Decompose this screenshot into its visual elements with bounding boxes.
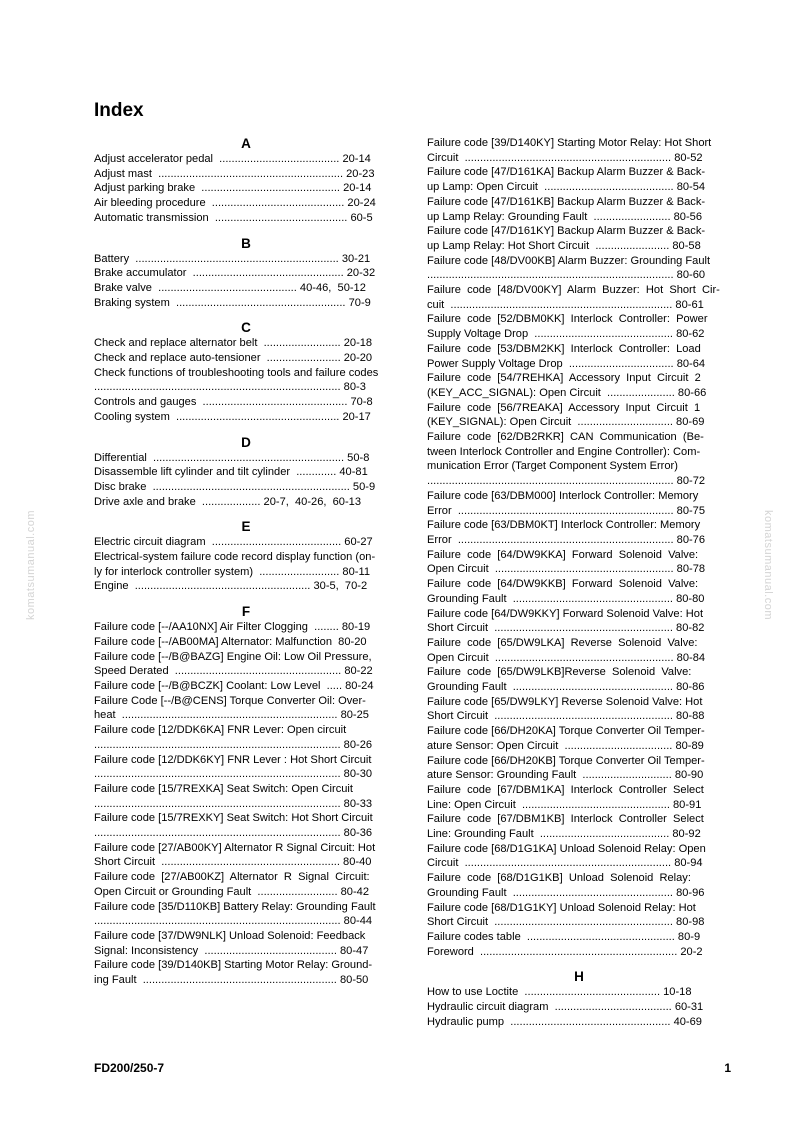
index-entry-line: ................................................................................ 80-26 bbox=[94, 738, 373, 751]
index-entry bbox=[427, 945, 731, 960]
index-entry-line: Hydraulic circuit diagram ...................................... 60-31 bbox=[427, 1001, 704, 1014]
index-entry-line: Failure code [--/AB00MA] Alternator: Malfunction 80-20 bbox=[94, 635, 367, 648]
index-entry-line: Failure code [64/DW9KKA] Forward Solenoid Valve: bbox=[427, 548, 699, 561]
index-entry-line: Failure code [12/DDK6KY] FNR Lever : Hot Short Circuit bbox=[94, 753, 372, 766]
index-entry bbox=[94, 196, 398, 211]
index-entry-line: Failure code [12/DDK6KA] FNR Lever: Open circuit bbox=[94, 724, 347, 737]
index-entry-line: (KEY_SIGNAL): Open Circuit ............................... 80-69 bbox=[427, 416, 705, 429]
index-entry-line: tween Interlock Controller and Engine Controller): Com- bbox=[427, 445, 701, 458]
index-entry bbox=[427, 312, 731, 341]
section-letter: D bbox=[241, 434, 251, 450]
section-letter: H bbox=[574, 969, 584, 985]
index-entry-line: Failure code [68/D1G1KY] Unload Solenoid Relay: Hot bbox=[427, 901, 696, 914]
index-entry bbox=[94, 535, 398, 550]
index-entry-line: Circuit ................................................................... 80-52 bbox=[427, 151, 703, 164]
index-entry bbox=[94, 167, 398, 182]
index-entry-line: up Lamp Relay: Hot Short Circuit ........................ 80-58 bbox=[427, 239, 701, 252]
index-entry-line: Failure code [67/DBM1KA] Interlock Controller Select bbox=[427, 783, 704, 796]
index-entry bbox=[94, 181, 398, 196]
index-entry bbox=[94, 465, 398, 480]
index-entry-line: Check and replace alternator belt ......................... 20-18 bbox=[94, 337, 373, 350]
index-entry bbox=[427, 754, 731, 783]
index-entry-line: ature Sensor: Open Circuit ................................... 80-89 bbox=[427, 739, 704, 752]
index-entry-line: Failure code [65/DW9LKA] Reverse Solenoid Valve: bbox=[427, 636, 698, 649]
index-entry-line: ................................................................................ 80-33 bbox=[94, 797, 373, 810]
index-entry bbox=[94, 495, 398, 510]
section-letter: C bbox=[241, 320, 251, 336]
index-entry bbox=[427, 695, 731, 724]
index-entry bbox=[427, 665, 731, 694]
index-entry-line: Failure code [62/DB2RKR] CAN Communication (Be- bbox=[427, 431, 704, 444]
index-entry bbox=[427, 548, 731, 577]
index-entry bbox=[94, 929, 398, 958]
index-entry bbox=[94, 451, 398, 466]
index-entry-line: Adjust parking brake ............................................. 20-14 bbox=[94, 182, 372, 195]
index-column-left bbox=[94, 136, 398, 988]
index-entry-line: Failure code [35/D110KB] Battery Relay: Grounding Fault bbox=[94, 900, 376, 913]
index-entry-line: Braking system ....................................................... 70-9 bbox=[94, 296, 371, 309]
index-entry bbox=[94, 723, 398, 752]
index-entry bbox=[427, 607, 731, 636]
index-entry bbox=[94, 694, 398, 723]
index-entry-line: Failure code [53/DBM2KK] Interlock Controller: Load bbox=[427, 342, 701, 355]
index-entry-line: Cooling system ..................................................... 20-17 bbox=[94, 410, 371, 423]
index-entry-line: ................................................................................ 80-44 bbox=[94, 915, 373, 928]
index-entry-line: Short Circuit .......................................................... 80-88 bbox=[427, 710, 705, 723]
index-entry-line: Power Supply Voltage Drop .................................. 80-64 bbox=[427, 357, 706, 370]
index-entry bbox=[94, 579, 398, 594]
index-entry-line: Open Circuit .......................................................... 80-78 bbox=[427, 563, 706, 576]
index-entry bbox=[427, 518, 731, 547]
index-entry bbox=[94, 811, 398, 840]
index-entry-line: Failure code [48/DV00KY] Alarm Buzzer: Hot Short Cir- bbox=[427, 284, 720, 297]
index-entry-line: heat ...................................................................... 80-25 bbox=[94, 709, 369, 722]
index-entry bbox=[94, 336, 398, 351]
index-entry-line: Error ...................................................................... 80-75 bbox=[427, 504, 706, 517]
index-entry-line: Disassemble lift cylinder and tilt cylinder ............. 40-81 bbox=[94, 466, 368, 479]
index-entry-line: Failure code [27/AB00KZ] Alternator R Signal Circuit: bbox=[94, 871, 370, 884]
index-entry bbox=[427, 371, 731, 400]
index-entry-line: Failure code [47/D161KY] Backup Alarm Buzzer & Back- bbox=[427, 225, 706, 238]
watermark-left: komatsumanual.com bbox=[25, 510, 37, 620]
section-gap bbox=[94, 594, 398, 604]
index-entry bbox=[427, 901, 731, 930]
index-entry bbox=[94, 679, 398, 694]
index-entry bbox=[94, 281, 398, 296]
index-entry-line: Failure code [39/D140KY] Starting Motor Relay: Hot Short bbox=[427, 137, 712, 149]
index-entry-line: Foreword ................................................................ 20-2 bbox=[427, 945, 703, 958]
index-entry-line: Failure codes table ................................................ 80-9 bbox=[427, 930, 701, 943]
section-letter: E bbox=[241, 519, 251, 535]
index-entry bbox=[94, 211, 398, 226]
index-entry bbox=[427, 489, 731, 518]
index-entry-line: Disc brake ................................................................ 50-9 bbox=[94, 480, 376, 493]
section-letter: A bbox=[241, 136, 251, 151]
index-entry bbox=[427, 577, 731, 606]
index-entry bbox=[427, 1015, 731, 1030]
index-entry-line: ing Fault ............................................................... 80-50 bbox=[94, 974, 369, 987]
index-entry bbox=[94, 620, 398, 635]
index-entry bbox=[94, 870, 398, 899]
index-entry-line: Battery .................................................................. 30-21 bbox=[94, 252, 371, 265]
index-entry-line: Failure code [47/D161KA] Backup Alarm Buzzer & Back- bbox=[427, 166, 706, 179]
index-entry bbox=[94, 266, 398, 281]
index-entry bbox=[94, 366, 398, 395]
index-entry-line: Electric circuit diagram .......................................... 60-27 bbox=[94, 536, 373, 549]
index-entry-line: ................................................................................ 80-3 bbox=[94, 381, 366, 394]
index-entry-line: Failure code [--/AA10NX] Air Filter Clogging ........ 80-19 bbox=[94, 621, 371, 634]
index-entry-line: Failure code [15/7REXKA] Seat Switch: Open Circuit bbox=[94, 782, 353, 795]
index-entry-line: (KEY_ACC_SIGNAL): Open Circuit ...................... 80-66 bbox=[427, 386, 707, 399]
index-entry bbox=[427, 224, 731, 253]
index-entry-line: Open Circuit .......................................................... 80-84 bbox=[427, 651, 706, 664]
index-entry-line: Failure Code [--/B@CENS] Torque Converter Oil: Over- bbox=[94, 694, 366, 707]
index-entry bbox=[94, 152, 398, 167]
index-entry bbox=[94, 410, 398, 425]
index-entry bbox=[427, 724, 731, 753]
index-entry bbox=[427, 783, 731, 812]
index-entry bbox=[94, 252, 398, 267]
page-title: Index bbox=[94, 100, 144, 121]
index-entry-line: munication Error (Target Component System Error) bbox=[427, 460, 678, 473]
index-entry bbox=[94, 395, 398, 410]
index-entry-line: Failure code [64/DW9KKY] Forward Solenoid Valve: Hot bbox=[427, 607, 704, 620]
index-entry bbox=[427, 636, 731, 665]
index-entry bbox=[427, 930, 731, 945]
index-entry-line: Open Circuit or Grounding Fault .......................... 80-42 bbox=[94, 885, 369, 898]
index-entry bbox=[94, 650, 398, 679]
index-entry bbox=[427, 165, 731, 194]
index-entry bbox=[427, 254, 731, 283]
index-entry bbox=[94, 958, 398, 987]
index-entry-line: Failure code [65/DW9LKY] Reverse Solenoid Valve: Hot bbox=[427, 695, 703, 708]
index-entry bbox=[427, 1000, 731, 1015]
index-entry-line: Failure code [48/DV00KB] Alarm Buzzer: Grounding Fault bbox=[427, 254, 711, 267]
index-entry bbox=[427, 342, 731, 371]
index-entry-line: Failure code [54/7REHKA] Accessory Input Circuit 2 bbox=[427, 372, 701, 385]
index-entry-line: Failure code [68/D1G1KA] Unload Solenoid Relay: Open bbox=[427, 842, 706, 855]
index-entry-line: Circuit ................................................................... 80-94 bbox=[427, 857, 703, 870]
index-entry-line: Short Circuit .......................................................... 80-82 bbox=[427, 622, 705, 635]
section-gap bbox=[94, 310, 398, 320]
index-entry-line: Error ...................................................................... 80-76 bbox=[427, 533, 706, 546]
index-entry bbox=[94, 753, 398, 782]
index-entry bbox=[94, 635, 398, 650]
index-entry-line: Failure code [52/DBM0KK] Interlock Controller: Power bbox=[427, 313, 708, 326]
section-letter: B bbox=[241, 235, 251, 251]
index-entry-line: Automatic transmission ........................................... 60-5 bbox=[94, 211, 373, 224]
index-entry-line: Failure code [47/D161KB] Backup Alarm Buzzer & Back- bbox=[427, 195, 706, 208]
index-entry bbox=[94, 550, 398, 579]
index-entry-line: ature Sensor: Grounding Fault ............................. 80-90 bbox=[427, 769, 704, 782]
index-entry-line: Line: Open Circuit ................................................ 80-91 bbox=[427, 798, 702, 811]
index-entry-line: Grounding Fault .................................................... 80-86 bbox=[427, 681, 705, 694]
index-entry-line: ................................................................................ 80-30 bbox=[94, 768, 373, 781]
section-gap bbox=[94, 226, 398, 236]
index-entry-line: Failure code [--/B@BCZK] Coolant: Low Level ..... 80-24 bbox=[94, 679, 374, 692]
index-entry-line: Adjust accelerator pedal ....................................... 20-14 bbox=[94, 153, 371, 165]
index-entry-line: Failure code [56/7REAKA] Accessory Input Circuit 1 bbox=[427, 401, 701, 414]
index-entry-line: Failure code [65/DW9LKB]Reverse Solenoid Valve: bbox=[427, 666, 692, 679]
index-entry-line: Controls and gauges ............................................... 70-8 bbox=[94, 396, 373, 409]
section-gap bbox=[427, 959, 731, 969]
index-entry-line: Short Circuit .......................................................... 80-98 bbox=[427, 916, 705, 929]
index-entry-line: Differential .............................................................. 50-8 bbox=[94, 451, 370, 464]
index-entry bbox=[427, 812, 731, 841]
index-entry bbox=[94, 296, 398, 311]
index-entry bbox=[427, 195, 731, 224]
index-entry-line: Engine ......................................................... 30-5, 70-2 bbox=[94, 580, 368, 593]
index-entry-line: Supply Voltage Drop ............................................. 80-62 bbox=[427, 328, 705, 341]
index-entry-line: Failure code [27/AB00KY] Alternator R Signal Circuit: Hot bbox=[94, 841, 376, 854]
index-entry-line: Drive axle and brake ................... 20-7, 40-26, 60-13 bbox=[94, 495, 361, 508]
index-entry-line: Failure code [--/B@BAZG] Engine Oil: Low Oil Pressure, bbox=[94, 650, 372, 663]
index-entry-line: Failure code [67/DBM1KB] Interlock Controller Select bbox=[427, 813, 704, 826]
index-entry bbox=[427, 283, 731, 312]
footer-page-number: 1 bbox=[724, 1061, 731, 1075]
index-entry-line: Electrical-system failure code record display function (on- bbox=[94, 551, 376, 564]
index-entry-line: Failure code [64/DW9KKB] Forward Solenoid Valve: bbox=[427, 578, 699, 591]
index-entry-line: Grounding Fault .................................................... 80-96 bbox=[427, 886, 705, 899]
index-entry-line: Failure code [39/D140KB] Starting Motor Relay: Ground- bbox=[94, 959, 373, 972]
index-entry-line: cuit ........................................................................ 80-61 bbox=[427, 298, 704, 311]
index-entry bbox=[94, 782, 398, 811]
index-entry-line: Failure code [63/DBM000] Interlock Controller: Memory bbox=[427, 489, 699, 502]
section-gap bbox=[94, 425, 398, 435]
index-entry bbox=[427, 136, 731, 165]
index-entry-line: Failure code [15/7REXKY] Seat Switch: Hot Short Circuit bbox=[94, 812, 373, 825]
index-entry-line: Short Circuit .......................................................... 80-40 bbox=[94, 856, 372, 869]
index-entry-line: Check and replace auto-tensioner ........................ 20-20 bbox=[94, 352, 373, 365]
index-entry-line: Failure code [66/DH20KA] Torque Converter Oil Temper- bbox=[427, 725, 705, 738]
section-gap bbox=[94, 509, 398, 519]
index-entry bbox=[427, 871, 731, 900]
footer-document-id: FD200/250-7 bbox=[94, 1061, 165, 1075]
index-entry-line: How to use Loctite ............................................ 10-18 bbox=[427, 986, 692, 999]
index-entry-line: Signal: Inconsistency ........................................... 80-47 bbox=[94, 944, 369, 957]
index-entry-line: ly for interlock controller system) .......................... 80-11 bbox=[94, 565, 370, 578]
index-entry bbox=[94, 900, 398, 929]
watermark-right: komatsumanual.com bbox=[762, 510, 774, 620]
index-entry bbox=[427, 430, 731, 489]
index-entry-line: Brake accumulator ................................................. 20-32 bbox=[94, 267, 376, 280]
index-entry bbox=[94, 841, 398, 870]
index-entry-line: Failure code [63/DBM0KT] Interlock Controller: Memory bbox=[427, 519, 701, 532]
index-entry-line: Hydraulic pump .................................................... 40-69 bbox=[427, 1015, 702, 1028]
index-entry-line: ................................................................................ 80-60 bbox=[427, 269, 706, 282]
index-entry bbox=[94, 480, 398, 495]
index-entry-line: Brake valve ............................................. 40-46, 50-12 bbox=[94, 281, 366, 294]
index-entry-line: up Lamp: Open Circuit .......................................... 80-54 bbox=[427, 181, 706, 194]
index-entry-line: Air bleeding procedure ........................................... 20-24 bbox=[94, 197, 376, 210]
index-entry bbox=[94, 351, 398, 366]
index-entry bbox=[427, 401, 731, 430]
index-entry-line: Failure code [66/DH20KB] Torque Converter Oil Temper- bbox=[427, 754, 705, 767]
index-entry-line: Grounding Fault .................................................... 80-80 bbox=[427, 592, 705, 605]
section-letter: F bbox=[241, 604, 251, 620]
index-entry bbox=[427, 985, 731, 1000]
index-entry-line: Adjust mast ............................................................ 20-23 bbox=[94, 167, 375, 180]
index-entry-line: Failure code [68/D1G1KB] Unload Solenoid Relay: bbox=[427, 872, 691, 885]
index-column-right bbox=[427, 136, 731, 1029]
index-entry-line: ................................................................................ 80-72 bbox=[427, 475, 706, 488]
index-entry-line: ................................................................................ 80-36 bbox=[94, 827, 373, 840]
index-entry-line: Check functions of troubleshooting tools and failure codes bbox=[94, 366, 379, 379]
index-entry-line: Failure code [37/DW9NLK] Unload Solenoid: Feedback bbox=[94, 929, 366, 942]
index-entry bbox=[427, 842, 731, 871]
index-entry-line: Line: Grounding Fault .......................................... 80-92 bbox=[427, 828, 701, 841]
index-entry-line: up Lamp Relay: Grounding Fault ......................... 80-56 bbox=[427, 210, 703, 223]
index-entry-line: Speed Derated ...................................................... 80-22 bbox=[94, 665, 373, 678]
